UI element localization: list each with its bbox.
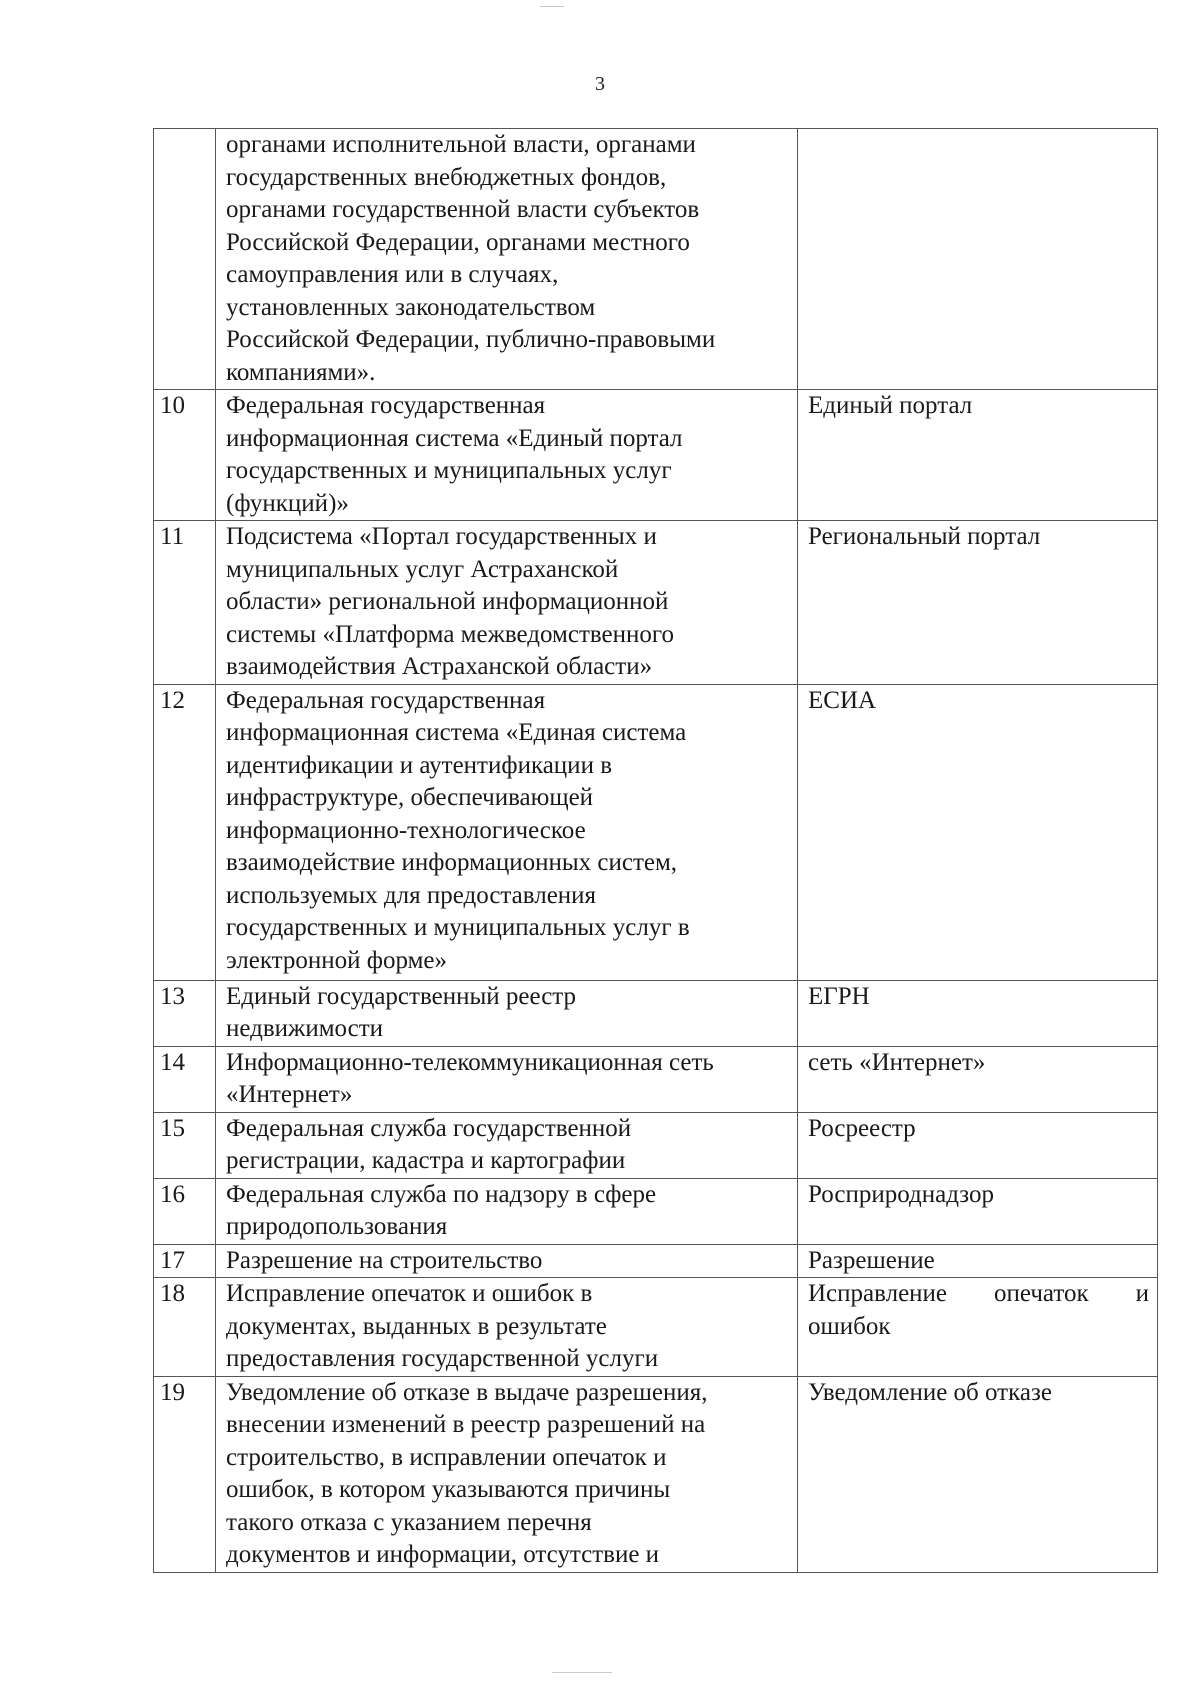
- full-name-line: компаниями».: [226, 358, 376, 386]
- abbreviations-table: [153, 128, 1158, 1573]
- row-number: 10: [154, 390, 216, 521]
- full-name-line: Российской Федерации, органами местного: [226, 228, 690, 256]
- short-name-cell: [798, 1278, 1158, 1377]
- table-row: [154, 980, 1158, 1046]
- full-name-line: органами исполнительной власти, органами: [226, 131, 696, 158]
- full-name-line: государственных и муниципальных услуг в: [226, 914, 690, 941]
- short-name-cell: Уведомление об отказе: [798, 1376, 1158, 1572]
- full-name-line: используемых для предоставления: [226, 881, 597, 909]
- table-row: [154, 129, 1158, 390]
- full-name-cell: [216, 390, 798, 521]
- row-number: 19: [154, 1376, 216, 1572]
- full-name-cell: [216, 1244, 798, 1278]
- full-name-line: взаимодействия Астраханской области»: [226, 653, 653, 680]
- full-name-line: природопользования: [226, 1213, 448, 1240]
- table-row: [154, 1376, 1158, 1572]
- full-name-cell: [216, 1278, 798, 1377]
- full-name-line: муниципальных услуг Астраханской: [226, 555, 619, 583]
- table-row: [154, 521, 1158, 685]
- full-name-line: государственных и муниципальных услуг: [226, 457, 672, 484]
- full-name-line: установленных законодательством: [226, 293, 596, 321]
- full-name-line: информационно-технологическое: [226, 816, 586, 844]
- table-row: [154, 1244, 1158, 1278]
- full-name-line: информационная система «Единая система: [226, 719, 687, 746]
- row-number: 12: [154, 684, 216, 980]
- short-name-cell: [798, 129, 1158, 390]
- full-name-line: Федеральная служба по надзору в сфере: [226, 1180, 657, 1208]
- full-name-line: электронной форме»: [226, 946, 448, 974]
- full-name-line: государственных внебюджетных фондов,: [226, 163, 667, 191]
- full-name-line: самоуправления или в случаях,: [226, 261, 559, 288]
- table-row: [154, 1278, 1158, 1377]
- table-row: [154, 1046, 1158, 1112]
- row-number: 15: [154, 1112, 216, 1178]
- full-name-line: Федеральная служба государственной: [226, 1114, 632, 1142]
- full-name-line: документах, выданных в результате: [226, 1312, 607, 1340]
- full-name-line: Российской Федерации, публично-правовыми: [226, 326, 716, 353]
- short-name-cell: Росреестр: [798, 1112, 1158, 1178]
- table-row: [154, 1178, 1158, 1244]
- full-name-cell: [216, 521, 798, 685]
- full-name-line: органами государственной власти субъектов: [226, 196, 700, 223]
- full-name-line: инфраструктуре, обеспечивающей: [226, 784, 594, 811]
- full-name-cell: [216, 1376, 798, 1572]
- short-name-cell: Разрешение: [798, 1244, 1158, 1278]
- full-name-line: Федеральная государственная: [226, 392, 546, 419]
- short-name-cell: сеть «Интернет»: [798, 1046, 1158, 1112]
- full-name-line: Разрешение на строительство: [226, 1246, 543, 1274]
- full-name-line: такого отказа с указанием перечня: [226, 1508, 592, 1536]
- full-name-line: внесении изменений в реестр разрешений на: [226, 1411, 706, 1438]
- full-name-line: идентификации и аутентификации в: [226, 751, 612, 779]
- table-row: [154, 684, 1158, 980]
- short-name-word: и: [1135, 1280, 1149, 1307]
- full-name-line: (функций)»: [226, 489, 349, 517]
- full-name-line: регистрации, кадастра и картографии: [226, 1147, 626, 1174]
- full-name-cell: [216, 980, 798, 1046]
- short-name-word: опечаток: [994, 1280, 1089, 1307]
- scan-artifact: [540, 6, 564, 7]
- full-name-cell: [216, 1112, 798, 1178]
- row-number: 11: [154, 521, 216, 685]
- row-number: 16: [154, 1178, 216, 1244]
- scan-artifact: [552, 1672, 612, 1673]
- short-name-cell: Единый портал: [798, 390, 1158, 521]
- short-name-justified-line: [808, 1278, 1149, 1311]
- short-name-cell: ЕГРН: [798, 980, 1158, 1046]
- full-name-line: недвижимости: [226, 1015, 384, 1042]
- page-number: 3: [595, 73, 605, 95]
- full-name-line: области» региональной информационной: [226, 588, 669, 615]
- full-name-line: строительство, в исправлении опечаток и: [226, 1443, 667, 1471]
- row-number: [154, 129, 216, 390]
- full-name-line: документов и информации, отсутствие и: [226, 1541, 660, 1568]
- short-name-cell: Региональный портал: [798, 521, 1158, 685]
- full-name-line: Единый государственный реестр: [226, 982, 577, 1010]
- row-number: 18: [154, 1278, 216, 1377]
- short-name-cell: Росприроднадзор: [798, 1178, 1158, 1244]
- row-number: 14: [154, 1046, 216, 1112]
- full-name-line: Федеральная государственная: [226, 686, 546, 714]
- table-row: [154, 390, 1158, 521]
- full-name-line: Информационно-телекоммуникационная сеть: [226, 1048, 714, 1076]
- full-name-cell: [216, 1046, 798, 1112]
- row-number: 13: [154, 980, 216, 1046]
- full-name-line: взаимодействие информационных систем,: [226, 849, 678, 876]
- full-name-line: Подсистема «Портал государственных и: [226, 523, 657, 550]
- full-name-line: ошибок, в котором указываются причины: [226, 1476, 671, 1503]
- full-name-cell: [216, 684, 798, 980]
- full-name-line: Исправление опечаток и ошибок в: [226, 1280, 593, 1307]
- full-name-cell: [216, 129, 798, 390]
- short-name-word: Исправление: [808, 1280, 948, 1307]
- row-number: 17: [154, 1244, 216, 1278]
- full-name-line: системы «Платформа межведомственного: [226, 620, 675, 648]
- full-name-cell: [216, 1178, 798, 1244]
- full-name-line: предоставления государственной услуги: [226, 1345, 659, 1372]
- short-name-cell: ЕСИА: [798, 684, 1158, 980]
- table-row: [154, 1112, 1158, 1178]
- full-name-line: «Интернет»: [226, 1081, 353, 1108]
- full-name-line: информационная система «Единый портал: [226, 424, 683, 452]
- short-name-line: ошибок: [808, 1312, 891, 1340]
- full-name-line: Уведомление об отказе в выдаче разрешения,: [226, 1378, 708, 1406]
